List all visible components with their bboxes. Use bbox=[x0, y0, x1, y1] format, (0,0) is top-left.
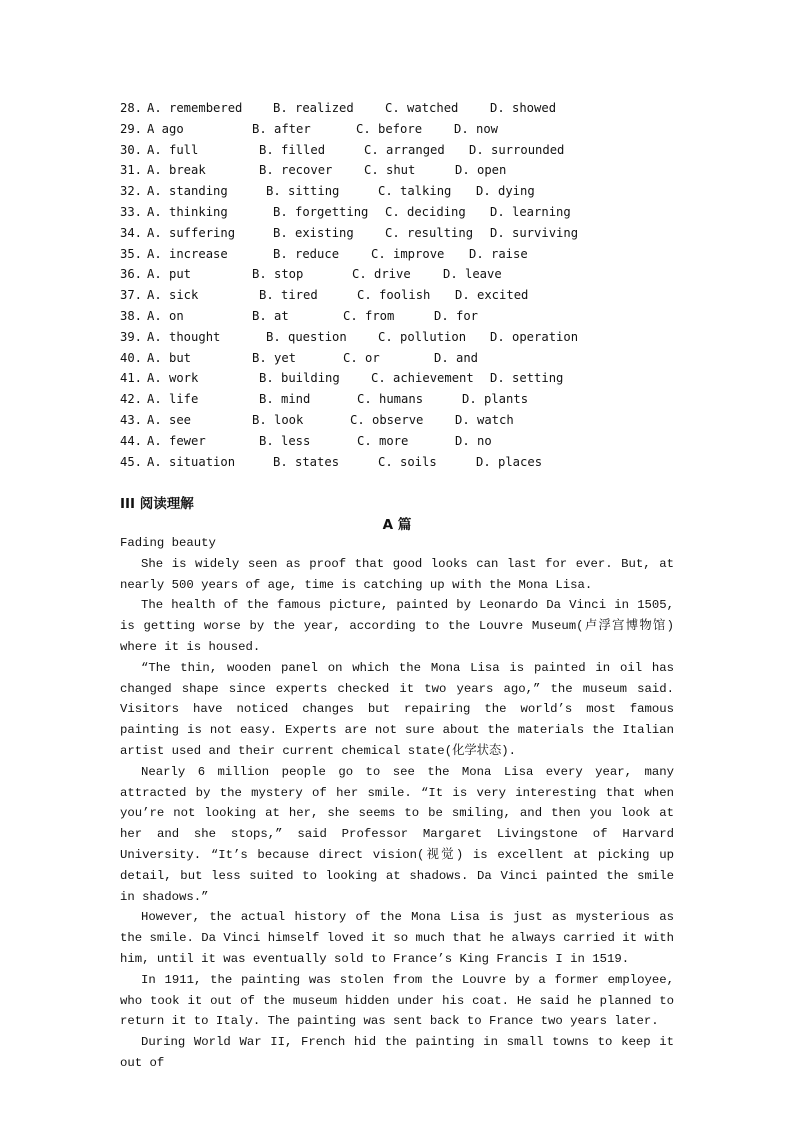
option-a: A. life bbox=[147, 392, 199, 407]
question-row bbox=[120, 181, 680, 202]
question-row bbox=[120, 348, 680, 369]
question-number: 33. bbox=[120, 204, 143, 219]
question-row bbox=[120, 264, 680, 285]
option-c: C. foolish bbox=[357, 288, 431, 303]
option-a: A. work bbox=[147, 371, 199, 386]
option-b: B. after bbox=[252, 121, 311, 136]
option-a: A. break bbox=[147, 163, 206, 178]
question-number: 31. bbox=[120, 163, 143, 178]
passage-paragraph: However, the actual history of the Mona Lisa is just as mysterious as the smile. Da Vinci himself loved it so much that he always carried it with him, until it was eventually sold to France’s King Francis I in 1519. bbox=[120, 910, 674, 966]
option-c: C. arranged bbox=[364, 142, 445, 157]
option-d: D. excited bbox=[455, 288, 529, 303]
passage-paragraph: In 1911, the painting was stolen from the Louvre by a former employee, who took it out of the museum hidden under his coat. He said he planned to return it to Italy. The painting was sent back to France two years later. bbox=[120, 972, 674, 1029]
option-a: A. remembered bbox=[147, 101, 243, 115]
option-b: B. stop bbox=[252, 267, 304, 282]
passage-paragraph: During World War II, French hid the painting in small towns to keep it out of bbox=[120, 1035, 674, 1070]
question-number: 37. bbox=[120, 288, 143, 303]
passage-paragraph: Nearly 6 million people go to see the Mona Lisa every year, many attracted by the mystery of her smile. “It is very interesting that when you’re not looking at her, she seems to be smiling, and then you look at her and she stops,” said Professor Margaret Livingstone of Harvard University. “It’s because direct vision(视觉) is excellent at picking up detail, but less suited to looking at shadows. Da Vinci painted the smile in shadows.” bbox=[120, 764, 674, 904]
option-b: B. forgetting bbox=[273, 204, 369, 219]
option-c: C. achievement bbox=[371, 371, 474, 386]
option-d: D. surrounded bbox=[469, 142, 565, 157]
option-b: B. tired bbox=[259, 288, 318, 303]
question-row bbox=[120, 389, 680, 410]
question-number: 44. bbox=[120, 433, 143, 448]
option-c: C. talking bbox=[378, 184, 452, 199]
option-c: C. before bbox=[356, 121, 423, 136]
option-c: C. pollution bbox=[378, 329, 467, 344]
question-row bbox=[120, 98, 680, 119]
question-number: 34. bbox=[120, 225, 143, 240]
option-c: C. more bbox=[357, 433, 409, 448]
option-d: D. places bbox=[476, 454, 543, 469]
option-a: A. thinking bbox=[147, 204, 228, 219]
passage-title: Fading beauty bbox=[120, 536, 216, 550]
option-d: D. dying bbox=[476, 184, 535, 199]
choice-question-list bbox=[120, 98, 680, 472]
option-b: B. question bbox=[266, 329, 347, 344]
question-row bbox=[120, 244, 680, 265]
option-d: D. for bbox=[434, 308, 479, 323]
option-a: A. increase bbox=[147, 246, 228, 261]
option-c: C. humans bbox=[357, 392, 424, 407]
option-b: B. realized bbox=[273, 101, 354, 115]
question-number: 35. bbox=[120, 246, 143, 261]
option-b: B. sitting bbox=[266, 184, 340, 199]
passage-label: A 篇 bbox=[382, 517, 412, 533]
reading-passage bbox=[120, 533, 674, 1074]
option-c: C. or bbox=[343, 350, 380, 365]
question-row bbox=[120, 140, 680, 161]
option-b: B. existing bbox=[273, 225, 354, 240]
option-d: D. watch bbox=[455, 412, 514, 427]
option-a: A. see bbox=[147, 412, 192, 427]
option-b: B. look bbox=[252, 412, 304, 427]
option-c: C. drive bbox=[352, 267, 411, 282]
option-c: C. from bbox=[343, 308, 395, 323]
option-d: D. setting bbox=[490, 371, 564, 386]
question-row bbox=[120, 368, 680, 389]
section-title: III 阅读理解 bbox=[120, 496, 194, 512]
option-d: D. no bbox=[455, 433, 492, 448]
option-b: B. mind bbox=[259, 392, 311, 407]
option-b: B. states bbox=[273, 454, 340, 469]
option-d: D. and bbox=[434, 350, 479, 365]
question-number: 42. bbox=[120, 392, 143, 407]
option-b: B. reduce bbox=[273, 246, 340, 261]
question-row bbox=[120, 285, 680, 306]
question-row bbox=[120, 431, 680, 452]
passage-paragraph: She is widely seen as proof that good looks can last for ever. But, at nearly 500 years of age, time is catching up with the Mona Lisa. bbox=[120, 556, 674, 592]
option-b: B. building bbox=[259, 371, 340, 386]
option-a: A. put bbox=[147, 267, 192, 282]
option-a: A. standing bbox=[147, 184, 228, 199]
option-b: B. recover bbox=[259, 163, 333, 178]
question-row bbox=[120, 327, 680, 348]
option-c: C. deciding bbox=[385, 204, 466, 219]
option-a: A. suffering bbox=[147, 225, 236, 240]
option-d: D. operation bbox=[490, 329, 579, 344]
option-d: D. learning bbox=[490, 204, 571, 219]
option-b: B. yet bbox=[252, 350, 297, 365]
question-row bbox=[120, 119, 680, 140]
option-d: D. raise bbox=[469, 246, 528, 261]
option-a: A. sick bbox=[147, 288, 199, 303]
option-d: D. open bbox=[455, 163, 507, 178]
option-c: C. observe bbox=[350, 412, 424, 427]
option-d: D. leave bbox=[443, 267, 502, 282]
option-d: D. now bbox=[454, 121, 499, 136]
question-row bbox=[120, 202, 680, 223]
option-b: B. at bbox=[252, 308, 289, 323]
question-row bbox=[120, 160, 680, 181]
option-a: A. thought bbox=[147, 329, 221, 344]
question-number: 38. bbox=[120, 308, 143, 323]
question-number: 40. bbox=[120, 350, 143, 365]
passage-paragraph: The health of the famous picture, painted by Leonardo Da Vinci in 1505, is getting worse by the year, according to the Louvre Museum(卢浮宫博物馆) where it is housed. bbox=[120, 598, 674, 654]
option-a: A. fewer bbox=[147, 433, 206, 448]
option-c: C. improve bbox=[371, 246, 445, 261]
question-row bbox=[120, 452, 680, 473]
option-c: C. shut bbox=[364, 163, 416, 178]
option-b: B. filled bbox=[259, 142, 326, 157]
option-c: C. soils bbox=[378, 454, 437, 469]
question-number: 32. bbox=[120, 184, 143, 199]
question-number: 28. bbox=[120, 101, 143, 115]
option-a: A ago bbox=[147, 121, 184, 136]
option-b: B. less bbox=[259, 433, 311, 448]
question-row bbox=[120, 223, 680, 244]
question-number: 41. bbox=[120, 371, 143, 386]
option-d: D. surviving bbox=[490, 225, 579, 240]
question-row bbox=[120, 410, 680, 431]
question-number: 43. bbox=[120, 412, 143, 427]
option-d: D. showed bbox=[490, 101, 557, 115]
question-row bbox=[120, 306, 680, 327]
option-a: A. but bbox=[147, 350, 192, 365]
option-a: A. situation bbox=[147, 454, 236, 469]
option-a: A. full bbox=[147, 142, 199, 157]
passage-paragraph: “The thin, wooden panel on which the Mona Lisa is painted in oil has changed shape since experts checked it two years ago,” the museum said. Visitors have noticed changes but repairing the world’s most famous painting is not easy. Experts are not sure about the materials the Italian artist used and their current chemical state(化学状态). bbox=[120, 660, 674, 758]
option-c: C. watched bbox=[385, 101, 459, 115]
question-number: 45. bbox=[120, 454, 143, 469]
question-number: 29. bbox=[120, 121, 143, 136]
option-c: C. resulting bbox=[385, 225, 474, 240]
question-number: 30. bbox=[120, 142, 143, 157]
option-d: D. plants bbox=[462, 392, 529, 407]
option-a: A. on bbox=[147, 308, 184, 323]
question-number: 39. bbox=[120, 329, 143, 344]
question-number: 36. bbox=[120, 267, 143, 282]
